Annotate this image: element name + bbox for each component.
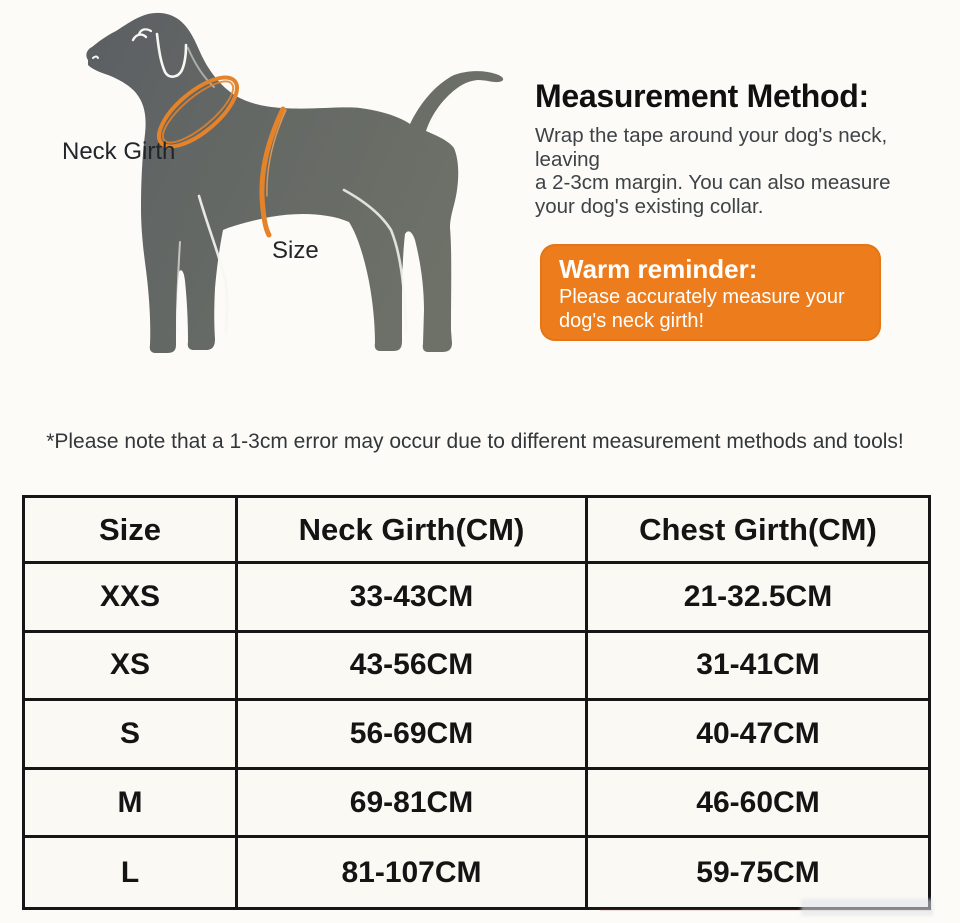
table-cell: S [25, 701, 238, 770]
watermark-remnant [801, 899, 933, 916]
table-cell: 33-43CM [238, 564, 588, 633]
method-line: a 2-3cm margin. You can also measure [535, 171, 891, 194]
size-label: Size [272, 237, 319, 264]
method-line: your dog's existing collar. [535, 194, 764, 218]
table-cell: M [25, 770, 238, 839]
method-line: Wrap the tape around your dog's neck, leaving [535, 124, 888, 171]
warm-reminder-line: Please accurately measure your [559, 286, 845, 308]
table-cell: 46-60CM [588, 770, 928, 839]
table-cell: 43-56CM [238, 633, 588, 702]
warm-reminder-title: Warm reminder: [559, 254, 758, 284]
warm-reminder-box [540, 244, 881, 341]
table-cell: 59-75CM [696, 855, 820, 889]
table-header-chest: Chest Girth(CM) [588, 498, 928, 564]
neck-girth-label: Neck Girth [62, 138, 176, 165]
measurement-note: *Please note that a 1-3cm error may occur due to different measurement methods and tools! [46, 430, 904, 453]
measurement-method-title: Measurement Method: [535, 78, 869, 114]
table-cell: 21-32.5CM [588, 564, 928, 633]
table-cell: XXS [25, 564, 238, 633]
table-cell: 69-81CM [238, 770, 588, 839]
table-cell: XS [25, 633, 238, 702]
dog-silhouette [86, 13, 503, 353]
warm-reminder-line: dog's neck girth! [559, 310, 705, 332]
table-cell: 56-69CM [238, 701, 588, 770]
dog-measurement-diagram [30, 0, 530, 400]
table-cell: L [25, 838, 238, 907]
table-cell: 31-41CM [588, 633, 928, 702]
table-header-size: Size [25, 498, 238, 564]
size-table [22, 495, 931, 910]
measurement-method-section [535, 78, 945, 218]
table-cell: 81-107CM [238, 838, 588, 907]
measurement-method-body [535, 124, 945, 218]
table-header-neck: Neck Girth(CM) [238, 498, 588, 564]
table-cell: 40-47CM [588, 701, 928, 770]
